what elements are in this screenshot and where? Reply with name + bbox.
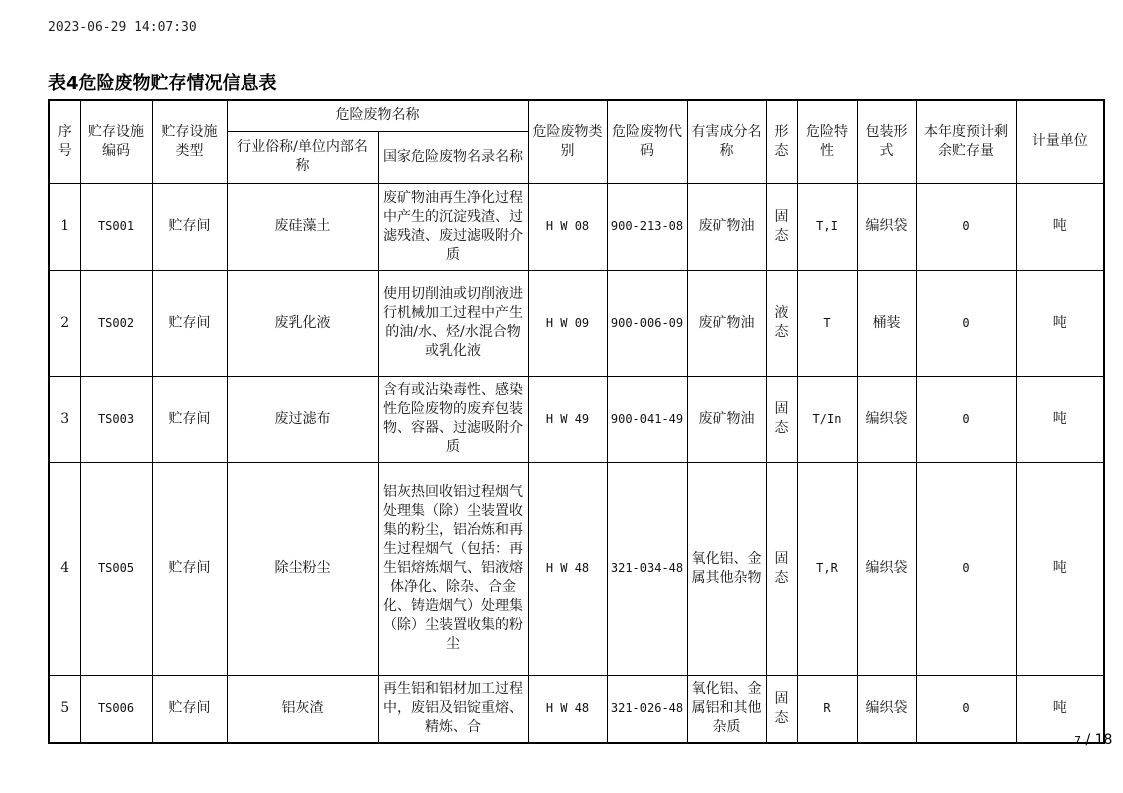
- header-property: 危险特性: [797, 100, 857, 183]
- row-package: 编织袋: [857, 183, 916, 270]
- hazardous-waste-storage-table: [48, 99, 1105, 744]
- header-unit: 计量单位: [1016, 100, 1104, 183]
- header-code: 危险废物代码: [607, 100, 687, 183]
- row-unit: 吨: [1016, 376, 1104, 462]
- page-number: [1074, 732, 1112, 748]
- page-current: 7: [1074, 734, 1081, 747]
- row-industry-name: 铝灰渣: [227, 675, 378, 743]
- row-property: T: [797, 270, 857, 376]
- row-facility-type: 贮存间: [152, 462, 227, 675]
- row-form: 液态: [766, 270, 797, 376]
- row-category: H W 49: [528, 376, 607, 462]
- row-code: 321-026-48: [607, 675, 687, 743]
- table-row: [49, 675, 1104, 743]
- row-code: 900-006-09: [607, 270, 687, 376]
- row-package: 编织袋: [857, 376, 916, 462]
- row-category: H W 09: [528, 270, 607, 376]
- row-unit: 吨: [1016, 183, 1104, 270]
- row-package: 编织袋: [857, 462, 916, 675]
- row-harmful: 氧化铝、金属铝和其他杂质: [687, 675, 766, 743]
- row-code: 900-213-08: [607, 183, 687, 270]
- row-facility-code: TS006: [80, 675, 152, 743]
- row-industry-name: 废乳化液: [227, 270, 378, 376]
- row-package: 编织袋: [857, 675, 916, 743]
- row-facility-type: 贮存间: [152, 376, 227, 462]
- row-facility-code: TS001: [80, 183, 152, 270]
- header-package: 包装形式: [857, 100, 916, 183]
- header-waste-name-group: 危险废物名称: [227, 100, 528, 131]
- row-seq: 1: [49, 183, 80, 270]
- row-code: 900-041-49: [607, 376, 687, 462]
- header-remaining: 本年度预计剩余贮存量: [916, 100, 1016, 183]
- row-remaining: 0: [916, 462, 1016, 675]
- table-row: [49, 270, 1104, 376]
- row-category: H W 48: [528, 675, 607, 743]
- row-national-name: 废矿物油再生净化过程中产生的沉淀残渣、过滤残渣、废过滤吸附介质: [378, 183, 528, 270]
- row-property: T,I: [797, 183, 857, 270]
- page-separator: /: [1081, 732, 1095, 748]
- row-national-name: 使用切削油或切削液进行机械加工过程中产生的油/水、烃/水混合物或乳化液: [378, 270, 528, 376]
- row-form: 固态: [766, 462, 797, 675]
- row-national-name: 再生铝和铝材加工过程中，废铝及铝锭重熔、精炼、合: [378, 675, 528, 743]
- page-title: 表4危险废物贮存情况信息表: [48, 73, 277, 94]
- header-facility-code: 贮存设施编码: [80, 100, 152, 183]
- table-row: [49, 183, 1104, 270]
- row-harmful: 废矿物油: [687, 270, 766, 376]
- row-property: T,R: [797, 462, 857, 675]
- table-row: [49, 376, 1104, 462]
- row-form: 固态: [766, 675, 797, 743]
- header-category: 危险废物类别: [528, 100, 607, 183]
- row-industry-name: 废硅藻土: [227, 183, 378, 270]
- row-category: H W 48: [528, 462, 607, 675]
- row-remaining: 0: [916, 183, 1016, 270]
- row-unit: 吨: [1016, 675, 1104, 743]
- table-row: [49, 462, 1104, 675]
- row-national-name: 铝灰热回收铝过程烟气处理集（除）尘装置收集的粉尘，铝冶炼和再生过程烟气（包括：再生铝熔炼烟气、铝液熔体净化、除杂、合金化、铸造烟气）处理集（除）尘装置收集的粉尘: [378, 462, 528, 675]
- header-facility-type: 贮存设施类型: [152, 100, 227, 183]
- row-seq: 4: [49, 462, 80, 675]
- row-facility-code: TS002: [80, 270, 152, 376]
- row-industry-name: 废过滤布: [227, 376, 378, 462]
- header-form: 形态: [766, 100, 797, 183]
- row-seq: 3: [49, 376, 80, 462]
- row-form: 固态: [766, 376, 797, 462]
- row-seq: 2: [49, 270, 80, 376]
- print-timestamp: 2023-06-29 14:07:30: [48, 20, 197, 35]
- row-harmful: 废矿物油: [687, 183, 766, 270]
- row-category: H W 08: [528, 183, 607, 270]
- row-remaining: 0: [916, 270, 1016, 376]
- row-national-name: 含有或沾染毒性、感染性危险废物的废弃包装物、容器、过滤吸附介质: [378, 376, 528, 462]
- page-total: 18: [1094, 732, 1113, 748]
- row-facility-code: TS003: [80, 376, 152, 462]
- row-facility-type: 贮存间: [152, 270, 227, 376]
- row-code: 321-034-48: [607, 462, 687, 675]
- header-seq: 序号: [49, 100, 80, 183]
- header-harmful: 有害成分名称: [687, 100, 766, 183]
- row-property: R: [797, 675, 857, 743]
- header-industry-name: 行业俗称/单位内部名称: [227, 131, 378, 183]
- row-property: T/In: [797, 376, 857, 462]
- row-remaining: 0: [916, 675, 1016, 743]
- row-facility-code: TS005: [80, 462, 152, 675]
- row-facility-type: 贮存间: [152, 183, 227, 270]
- row-form: 固态: [766, 183, 797, 270]
- row-facility-type: 贮存间: [152, 675, 227, 743]
- row-harmful: 废矿物油: [687, 376, 766, 462]
- row-package: 桶装: [857, 270, 916, 376]
- row-seq: 5: [49, 675, 80, 743]
- header-national-name: 国家危险废物名录名称: [378, 131, 528, 183]
- row-harmful: 氧化铝、金属其他杂物: [687, 462, 766, 675]
- row-unit: 吨: [1016, 270, 1104, 376]
- row-remaining: 0: [916, 376, 1016, 462]
- row-industry-name: 除尘粉尘: [227, 462, 378, 675]
- row-unit: 吨: [1016, 462, 1104, 675]
